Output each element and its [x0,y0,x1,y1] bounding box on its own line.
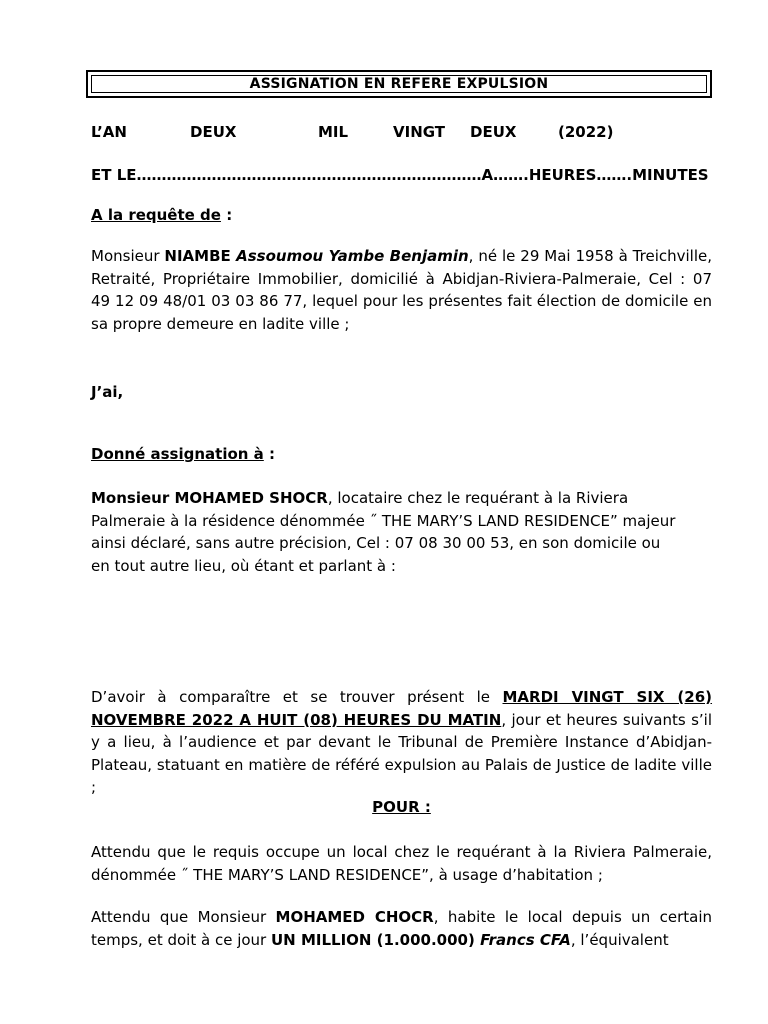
requerant-surname: NIAMBE [164,247,231,265]
document-title: ASSIGNATION EN REFERE EXPULSION [91,75,707,93]
requete-label: A la requête de [91,206,221,224]
defendeur-details: , locataire chez le requérant à la Riviera Palmeraie à la résidence dénommée ˝ THE MARY’S LAND RESIDENCE” majeur ainsi déclaré, sans autre précision, Cel : 07 08 30 00 53, en son domicile ou en tout autre lieu, où étant et parlant à : [91,489,676,575]
attendu-2-name: MOHAMED CHOCR [275,908,434,926]
defendeur-paragraph [91,487,681,577]
date-word-4: VINGT [393,123,446,141]
assignation-label: Donné assignation à [91,445,264,463]
date-word-5: DEUX [470,123,517,141]
date-word-3: MIL [318,123,349,141]
assignation-heading [91,443,712,466]
date-word-2: DEUX [190,123,237,141]
comparution-date: MARDI VINGT SIX (26) NOVEMBRE 2022 A HUIT (08) HEURES DU MATIN [91,688,713,729]
time-line: ET LE……………………………………………………………A…….HEURES…….MINUTES [91,166,709,184]
attendu-2-paragraph [91,906,712,951]
jai-line: J’ai, [91,383,124,401]
assignation-colon: : [263,445,276,463]
requete-colon: : [220,206,233,224]
attendu-2-amount: UN MILLION (1.000.000) [270,930,475,949]
attendu-2-mid: , habite le local depuis un certain temps, et doit à ce jour [91,908,712,949]
comparution-details: , jour et heures suivants s’il y a lieu, à l’audience et par devant le Tribunal de Première Instance d’Abidjan-Plateau, statuant en matière de référé expulsion au Palais de Justice de ladite ville ; [91,710,712,796]
attendu-1-paragraph: Attendu que le requis occupe un local chez le requérant à la Riviera Palmeraie, dénommée ˝ THE MARY’S LAND RESIDENCE”, à usage d’habitation ; [91,843,712,884]
pour-label: POUR : [372,798,431,816]
date-word-1: L’AN [91,123,127,141]
date-word-6: (2022) [558,123,614,141]
requerant-details: , né le 29 Mai 1958 à Treichville, Retraité, Propriétaire Immobilier, domicilié à Abidjan-Riviera-Palmeraie, Cel : 07 49 12 09 48/01 03 03 86 77, lequel pour les présentes fait élection de domicile en sa propre demeure en ladite ville ; [91,247,712,333]
requerant-paragraph [91,245,712,335]
attendu-2-currency: Francs CFA [474,930,571,949]
requerant-given-names: Assoumou Yambe Benjamin [230,247,469,265]
requete-heading [91,204,712,227]
attendu-2-intro: Attendu que Monsieur [91,908,276,926]
requerant-prefix: Monsieur [91,247,165,265]
pour-heading [91,796,712,819]
title-box [86,70,712,98]
comparution-paragraph [91,686,712,799]
attendu-2-rest: , l’équivalent [570,930,669,949]
comparution-intro: D’avoir à comparaître et se trouver présent le [91,688,503,706]
defendeur-name: Monsieur MOHAMED SHOCR [91,489,328,507]
